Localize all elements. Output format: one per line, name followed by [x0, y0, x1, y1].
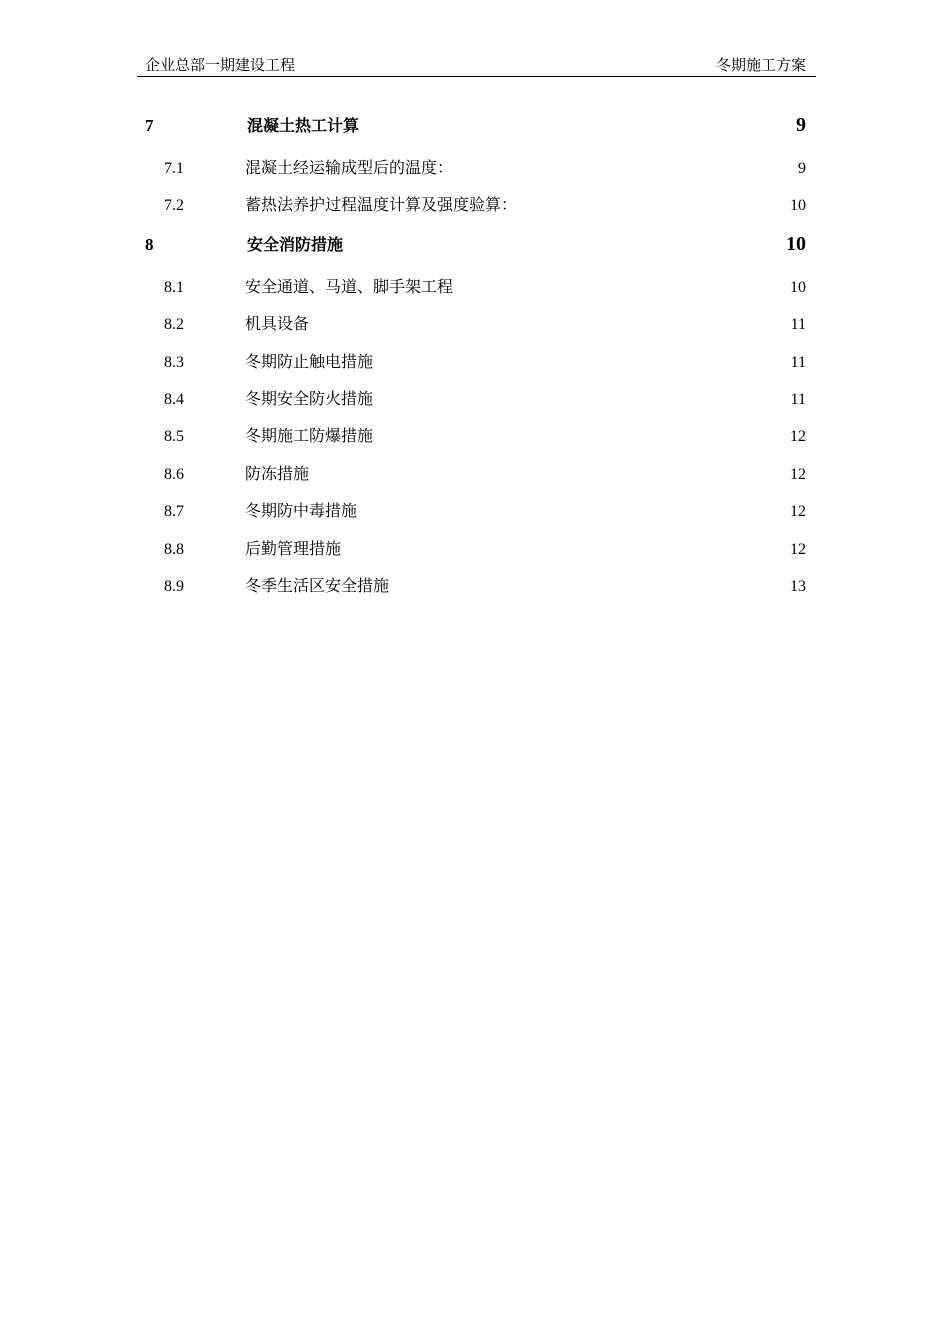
toc-entry-8-8[interactable]: [143, 530, 806, 567]
toc-page-number: 11: [790, 353, 806, 371]
toc-leader-dots: [390, 576, 789, 592]
toc-title: 后勤管理措施: [245, 538, 342, 558]
toc-page-number: 11: [790, 316, 806, 334]
toc-entry-8-3[interactable]: [143, 343, 806, 380]
toc-entry-7[interactable]: [143, 105, 806, 149]
toc-title: 机具设备: [245, 314, 310, 334]
toc-title: 蓄热法养护过程温度计算及强度验算：: [245, 195, 518, 215]
toc-page-number: 9: [798, 160, 806, 177]
toc-number: 7.2: [164, 197, 184, 215]
toc-title: 冬期防中毒措施: [245, 501, 358, 521]
toc-leader-dots: [374, 426, 789, 442]
toc-entry-7-1[interactable]: [143, 149, 806, 186]
toc-page-number: 12: [790, 428, 806, 446]
toc-leader-dots: [518, 195, 789, 211]
toc-title: 安全消防措施: [247, 234, 344, 254]
toc-title: 安全通道、马道、脚手架工程: [245, 276, 454, 296]
header-document-title: 冬期施工方案: [715, 56, 806, 74]
toc-title: 冬季生活区安全措施: [245, 575, 390, 595]
toc-page-number: 12: [790, 540, 806, 558]
toc-leader-dots: [310, 464, 789, 480]
toc-leader-dots: [374, 352, 790, 368]
toc-title: 混凝土经运输成型后的温度：: [245, 158, 454, 177]
toc-number: 8: [145, 234, 154, 254]
table-of-contents: [143, 105, 806, 604]
toc-leader-dots: [342, 539, 789, 555]
toc-title: 冬期施工防爆措施: [245, 426, 374, 446]
toc-entry-8[interactable]: [143, 224, 806, 268]
toc-leader-dots: [454, 277, 789, 293]
toc-entry-8-5[interactable]: [143, 417, 806, 454]
toc-page-number: 10: [786, 232, 806, 255]
toc-number: 8.7: [164, 503, 184, 521]
toc-number: 8.6: [164, 465, 184, 483]
toc-entry-8-2[interactable]: [143, 305, 806, 342]
toc-entry-8-6[interactable]: [143, 455, 806, 492]
toc-leader-dots: [360, 116, 795, 132]
toc-number: 8.8: [164, 540, 184, 558]
toc-number: 8.9: [164, 577, 184, 595]
toc-number: 8.3: [164, 353, 184, 371]
toc-page-number: 13: [790, 577, 806, 595]
toc-page-number: 10: [790, 197, 806, 215]
toc-leader-dots: [358, 501, 789, 517]
toc-entry-7-2[interactable]: [143, 186, 806, 223]
toc-entry-8-4[interactable]: [143, 380, 806, 417]
toc-number: 7.1: [164, 160, 184, 177]
toc-number: 8.5: [164, 428, 184, 446]
toc-entry-8-9[interactable]: [143, 567, 806, 604]
toc-entry-8-7[interactable]: [143, 492, 806, 529]
toc-leader-dots: [310, 314, 790, 330]
toc-page-number: 12: [790, 465, 806, 483]
toc-page-number: 10: [790, 278, 806, 296]
toc-number: 7: [145, 116, 154, 135]
toc-title: 冬期防止触电措施: [245, 351, 374, 371]
toc-leader-dots: [344, 235, 785, 251]
toc-leader-dots: [454, 158, 797, 174]
toc-page-number: 12: [790, 503, 806, 521]
toc-leader-dots: [374, 389, 790, 405]
toc-entry-8-1[interactable]: [143, 268, 806, 305]
toc-title: 防冻措施: [245, 463, 310, 483]
toc-title: 混凝土热工计算: [247, 116, 360, 135]
header-project-name: 企业总部一期建设工程: [145, 56, 296, 74]
toc-title: 冬期安全防火措施: [245, 388, 374, 408]
toc-number: 8.1: [164, 278, 184, 296]
toc-number: 8.4: [164, 390, 184, 408]
toc-number: 8.2: [164, 316, 184, 334]
toc-page-number: 11: [790, 390, 806, 408]
page-header: [137, 54, 816, 77]
toc-page-number: 9: [796, 114, 806, 136]
